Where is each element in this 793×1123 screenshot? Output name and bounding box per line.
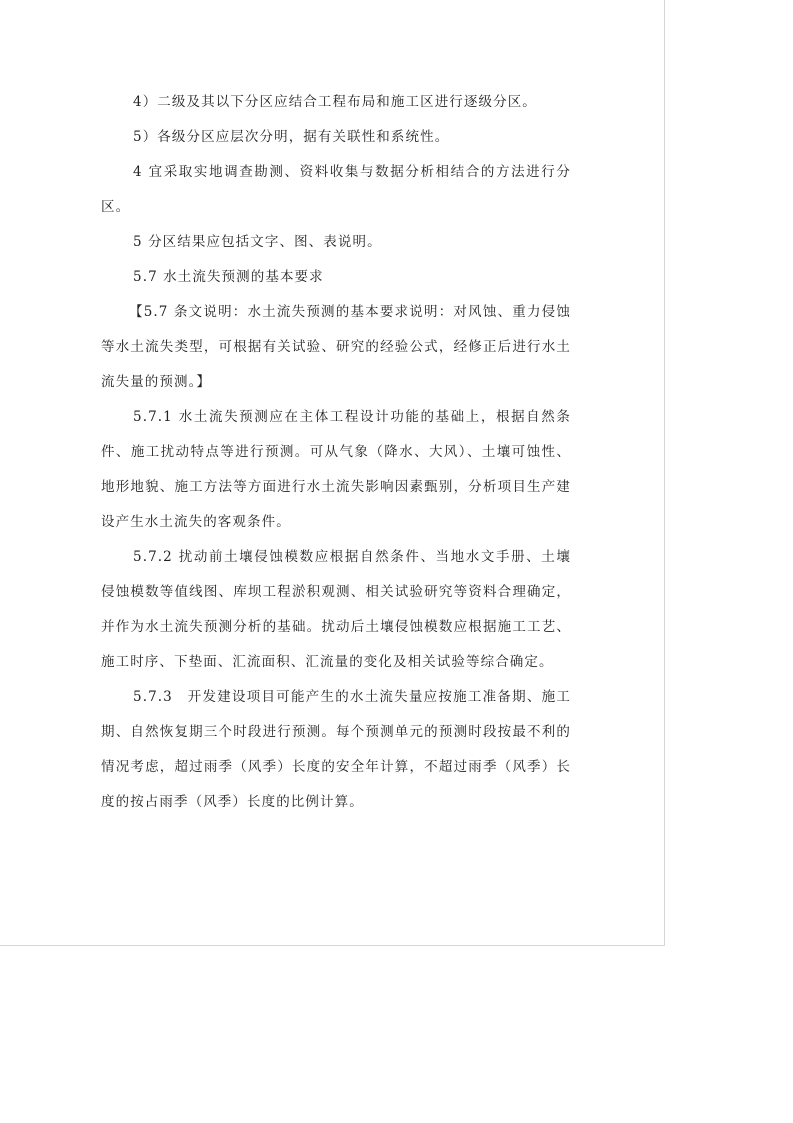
page-body	[101, 85, 571, 820]
paragraph-item-5: 5）各级分区应层次分明，据有关联性和系统性。	[133, 129, 450, 145]
clause-5-7-3: 5.7.3 开发建设项目可能产生的水土流失量应按施工准备期、施工期、自然恢复期三个时段进行预测。每个预测单元的预测时段按最不利的情况考虑，超过雨季（风季）长度的安全年计算，不超过雨季（风季）长度的按占雨季（风季）长度的比例计算。	[101, 689, 571, 810]
paragraph-clause-4: 4 宜采取实地调查勘测、资料收集与数据分析相结合的方法进行分区。	[101, 164, 571, 215]
clause-5-7-1: 5.7.1 水土流失预测应在主体工程设计功能的基础上，根据自然条件、施工扰动特点等进行预测。可从气象（降水、大风）、土壤可蚀性、地形地貌、施工方法等方面进行水土流失影响因素甄别，分析项目生产建设产生水土流失的客观条件。	[101, 409, 571, 530]
paragraph-item-4: 4）二级及其以下分区应结合工程布局和施工区进行逐级分区。	[133, 94, 537, 110]
clause-5-7-2: 5.7.2 扰动前土壤侵蚀模数应根据自然条件、当地水文手册、土壤侵蚀模数等值线图、库坝工程淤积观测、相关试验研究等资料合理确定，并作为水土流失预测分析的基础。扰动后土壤侵蚀模数应根据施工工艺、施工时序、下垫面、汇流面积、汇流量的变化及相关试验等综合确定。	[101, 549, 571, 670]
section-heading-5-7: 5.7 水土流失预测的基本要求	[133, 269, 324, 285]
clause-note-5-7: 【5.7 条文说明：水土流失预测的基本要求说明：对风蚀、重力侵蚀等水土流失类型，可根据有关试验、研究的经验公式，经修正后进行水土流失量的预测。】	[101, 304, 571, 390]
paragraph-clause-5: 5 分区结果应包括文字、图、表说明。	[133, 234, 382, 250]
